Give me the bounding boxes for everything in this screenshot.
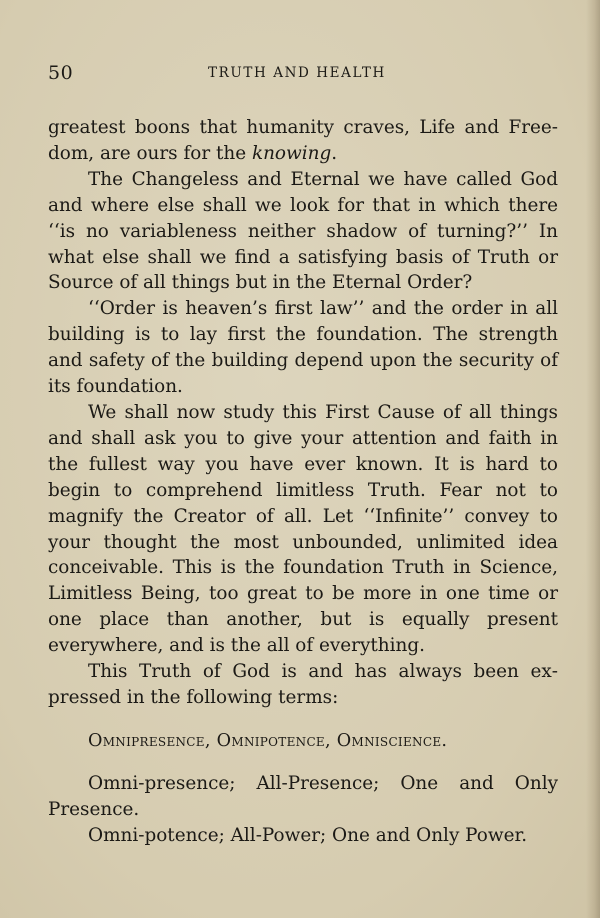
paragraph: This Truth of God is and has always been expressed in the following terms: (48, 661, 558, 708)
page-number: 50 (48, 62, 74, 84)
emphasis-word: knowing (251, 142, 332, 164)
page-edge-shadow (586, 0, 600, 918)
paragraph: We shall now study this First Cause of all things and shall ask you to give your attention and faith in the fullest way you have ever known. It is hard to begin to comprehend limitless Truth. Fear not to magnify the Creator of all. Let ‘‘Infinite’’ convey to your thought the most unbounded, unlimited idea conceivable. This is the foundation Truth in Science, Limitless Being, too great to be more in one time or one place than another, but is equally present everywhere, and is the all of everything. (48, 401, 558, 657)
running-title: TRUTH AND HEALTH (208, 65, 386, 81)
paragraph-continued (48, 115, 558, 167)
paragraph: ‘‘Order is heaven’s first law’’ and the order in all building is to lay first the foundation. The strength and safety of the building depend upon the security of its foundation. (48, 298, 558, 398)
terms-heading: Omnipresence, Omnipotence, Omniscience. (88, 730, 448, 751)
running-head (48, 62, 554, 86)
paragraph-punctuation: . (331, 142, 338, 164)
paragraph-text: greatest boons that humanity craves, Life and Freedom, are ours for the (48, 117, 558, 164)
paragraph: Omni-presence; All-Presence; One and Only Presence. (48, 772, 558, 820)
paragraph: The Changeless and Eternal we have called God and where else shall we look for that in which there ‘‘is no variableness neither shadow of turning?’’ In what else shall we find a satisfying basis of Truth or Source of all things but in the Eternal Order? (48, 168, 558, 294)
paragraph: Omni-potence; All-Power; One and Only Power. (88, 824, 528, 846)
body-text (48, 115, 558, 848)
